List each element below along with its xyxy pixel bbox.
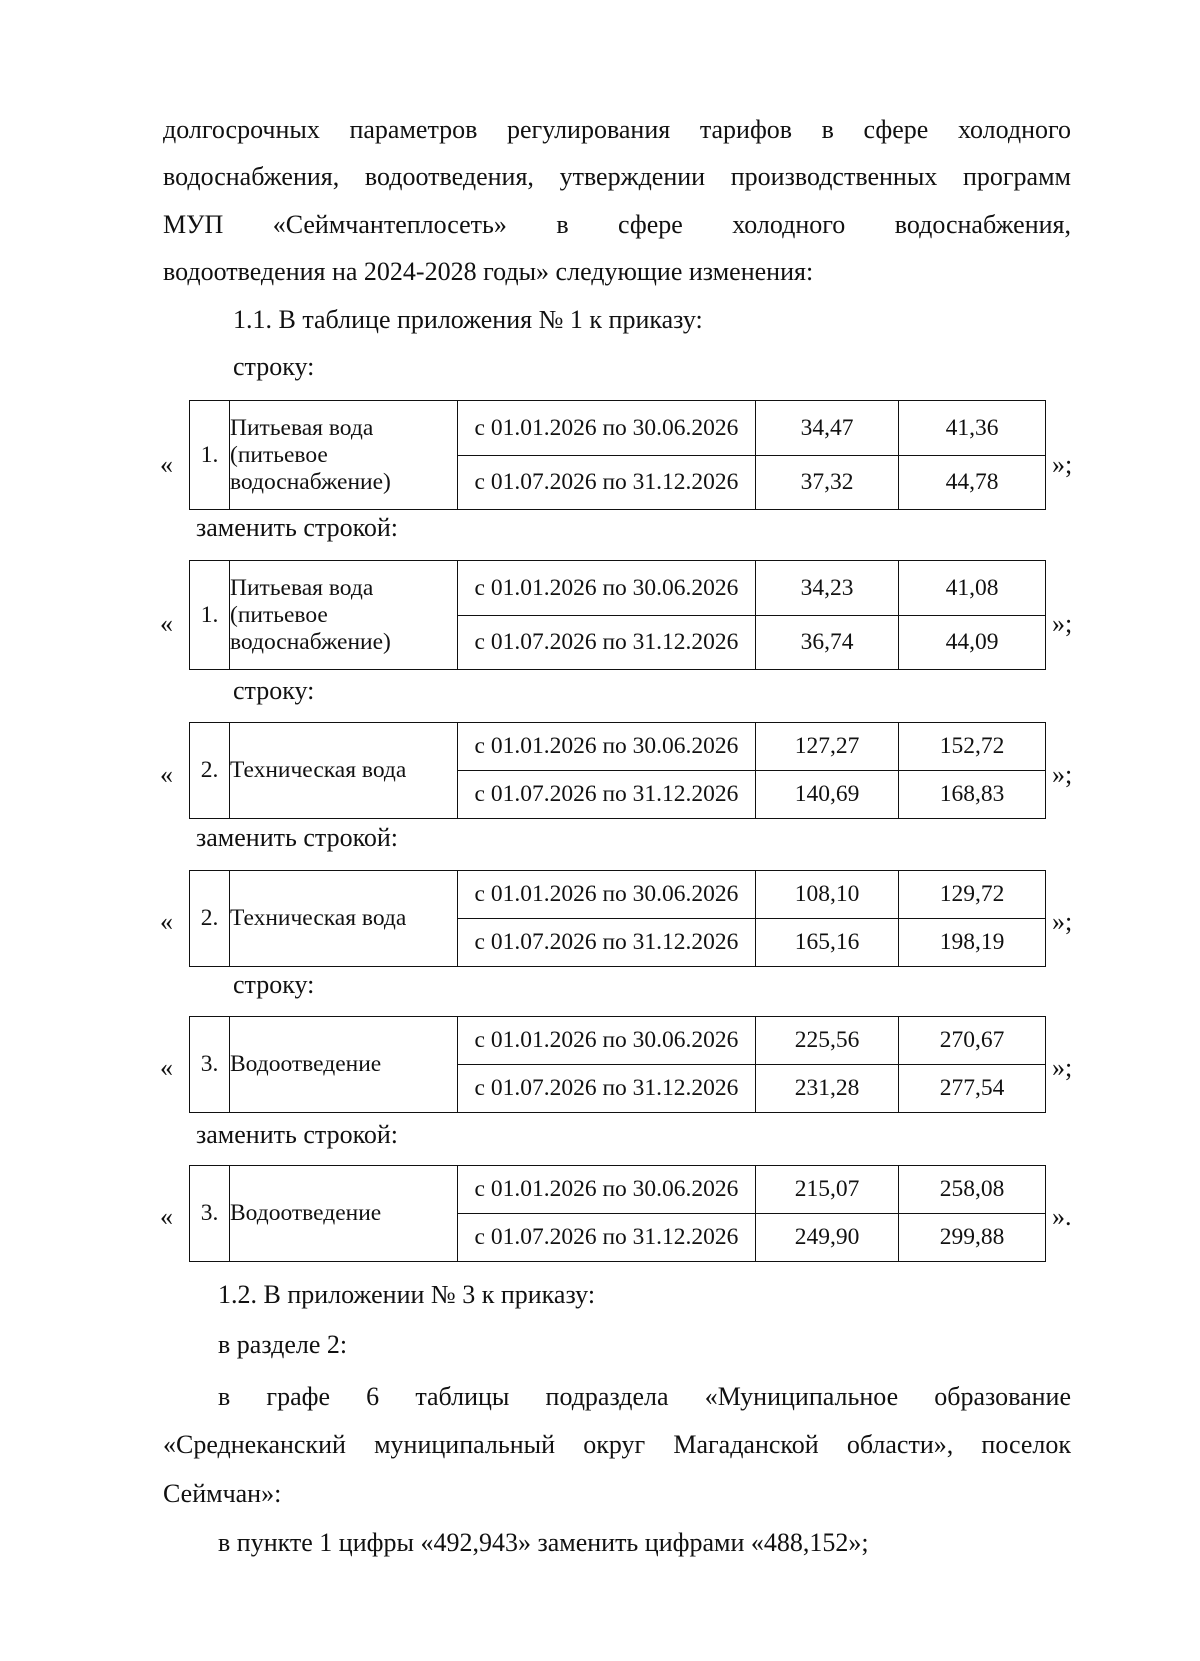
intro-line-1: долгосрочных параметров регулирования тарифов в сфере холодного xyxy=(163,115,1071,144)
row-number: 2. xyxy=(190,723,230,819)
tariff-value-cell: 249,90 xyxy=(756,1214,899,1262)
tariff-value-cell: 34,23 xyxy=(756,561,899,616)
service-name: Техническая вода xyxy=(230,871,458,967)
tariff-value-cell: 231,28 xyxy=(756,1065,899,1113)
tariff-table-old-2 xyxy=(189,722,1046,819)
row-number: 2. xyxy=(190,871,230,967)
tariff-vat-value-cell: 41,36 xyxy=(899,401,1046,456)
tariff-vat-value-cell: 41,08 xyxy=(899,561,1046,616)
tariff-vat-value-cell: 270,67 xyxy=(899,1017,1046,1065)
open-quote: « xyxy=(160,907,173,936)
period-cell: с 01.01.2026 по 30.06.2026 xyxy=(458,871,756,919)
period-cell: с 01.07.2026 по 31.12.2026 xyxy=(458,456,756,510)
close-quote: »; xyxy=(1052,760,1073,789)
tariff-table-new-1 xyxy=(189,560,1046,670)
close-quote: »; xyxy=(1052,450,1073,479)
tariff-value-cell: 140,69 xyxy=(756,771,899,819)
close-quote: »; xyxy=(1052,907,1073,936)
tariff-value-cell: 34,47 xyxy=(756,401,899,456)
open-quote: « xyxy=(160,760,173,789)
row-number: 1. xyxy=(190,561,230,670)
tariff-vat-value-cell: 168,83 xyxy=(899,771,1046,819)
open-quote: « xyxy=(160,1202,173,1231)
close-quote: ». xyxy=(1052,1202,1072,1231)
service-name: Питьевая вода (питьевое водоснабжение) xyxy=(230,561,458,670)
tariff-value-cell: 225,56 xyxy=(756,1017,899,1065)
grafa-line-1: в графе 6 таблицы подраздела «Муниципальное образование xyxy=(218,1382,1071,1411)
tariff-vat-value-cell: 258,08 xyxy=(899,1166,1046,1214)
period-cell: с 01.01.2026 по 30.06.2026 xyxy=(458,561,756,616)
intro-line-4: водоотведения на 2024-2028 годы» следующие изменения: xyxy=(163,257,814,286)
row-number: 3. xyxy=(190,1166,230,1262)
row-number: 1. xyxy=(190,401,230,510)
tariff-value-cell: 36,74 xyxy=(756,616,899,670)
period-cell: с 01.07.2026 по 31.12.2026 xyxy=(458,771,756,819)
period-cell: с 01.07.2026 по 31.12.2026 xyxy=(458,1065,756,1113)
service-name: Техническая вода xyxy=(230,723,458,819)
service-name: Питьевая вода (питьевое водоснабжение) xyxy=(230,401,458,510)
tariff-table-old-1 xyxy=(189,400,1046,510)
tariff-table-new-3 xyxy=(189,1165,1046,1262)
period-cell: с 01.01.2026 по 30.06.2026 xyxy=(458,1017,756,1065)
open-quote: « xyxy=(160,609,173,638)
label-stroku: строку: xyxy=(233,352,315,381)
period-cell: с 01.01.2026 по 30.06.2026 xyxy=(458,1166,756,1214)
clause-1-2: 1.2. В приложении № 3 к приказу: xyxy=(218,1280,596,1309)
label-zamenit: заменить строкой: xyxy=(196,823,399,852)
label-stroku: строку: xyxy=(233,676,315,705)
tariff-vat-value-cell: 277,54 xyxy=(899,1065,1046,1113)
tariff-vat-value-cell: 198,19 xyxy=(899,919,1046,967)
tariff-vat-value-cell: 44,78 xyxy=(899,456,1046,510)
period-cell: с 01.01.2026 по 30.06.2026 xyxy=(458,723,756,771)
period-cell: с 01.01.2026 по 30.06.2026 xyxy=(458,401,756,456)
tariff-value-cell: 108,10 xyxy=(756,871,899,919)
intro-line-2: водоснабжения, водоотведения, утверждении производственных программ xyxy=(163,162,1071,191)
section-2-label: в разделе 2: xyxy=(218,1330,348,1359)
label-zamenit: заменить строкой: xyxy=(196,1120,399,1149)
service-name: Водоотведение xyxy=(230,1166,458,1262)
grafa-line-2: «Среднеканский муниципальный округ Магаданской области», поселок xyxy=(163,1430,1071,1459)
tariff-value-cell: 215,07 xyxy=(756,1166,899,1214)
period-cell: с 01.07.2026 по 31.12.2026 xyxy=(458,919,756,967)
close-quote: »; xyxy=(1052,609,1073,638)
tariff-vat-value-cell: 44,09 xyxy=(899,616,1046,670)
service-name: Водоотведение xyxy=(230,1017,458,1113)
tariff-table-new-2 xyxy=(189,870,1046,967)
open-quote: « xyxy=(160,1053,173,1082)
tariff-vat-value-cell: 299,88 xyxy=(899,1214,1046,1262)
label-stroku: строку: xyxy=(233,970,315,999)
close-quote: »; xyxy=(1052,1053,1073,1082)
clause-1-1: 1.1. В таблице приложения № 1 к приказу: xyxy=(233,305,703,334)
row-number: 3. xyxy=(190,1017,230,1113)
open-quote: « xyxy=(160,450,173,479)
tariff-table-old-3 xyxy=(189,1016,1046,1113)
tariff-vat-value-cell: 152,72 xyxy=(899,723,1046,771)
period-cell: с 01.07.2026 по 31.12.2026 xyxy=(458,616,756,670)
tariff-vat-value-cell: 129,72 xyxy=(899,871,1046,919)
tariff-value-cell: 127,27 xyxy=(756,723,899,771)
tariff-value-cell: 37,32 xyxy=(756,456,899,510)
intro-line-3: МУП «Сеймчантеплосеть» в сфере холодного водоснабжения, xyxy=(163,210,1071,239)
label-zamenit: заменить строкой: xyxy=(196,513,399,542)
grafa-line-3: Сеймчан»: xyxy=(163,1479,282,1508)
tariff-value-cell: 165,16 xyxy=(756,919,899,967)
punkt-1: в пункте 1 цифры «492,943» заменить цифрами «488,152»; xyxy=(218,1528,869,1557)
period-cell: с 01.07.2026 по 31.12.2026 xyxy=(458,1214,756,1262)
